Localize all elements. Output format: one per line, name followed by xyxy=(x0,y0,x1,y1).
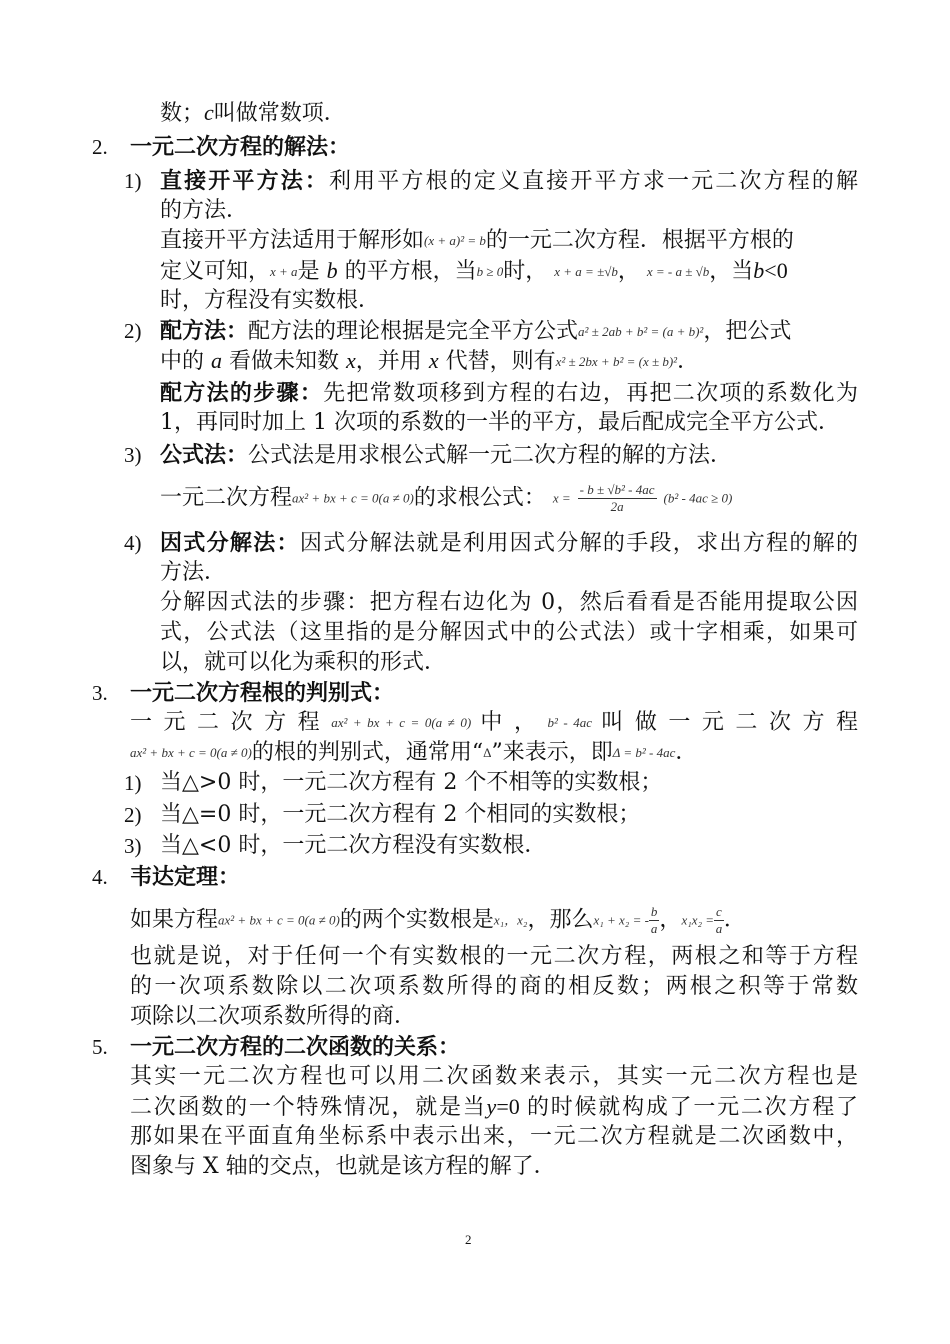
vieta-sum-fraction xyxy=(649,904,660,937)
formula: (x + a)² = b xyxy=(424,233,486,248)
variable: a xyxy=(211,348,223,373)
paragraph-line xyxy=(160,440,732,471)
text: <0 xyxy=(764,258,788,283)
paragraph-line: 方法． xyxy=(160,560,227,585)
text: =0 的时候就构成了一元二次方程了 xyxy=(496,1094,858,1119)
formula: x₁，x₂ xyxy=(493,912,528,928)
text: 配方法的理论根据是完全平方公式 xyxy=(248,319,579,344)
formula: x² ± 2bx + b² = (x ± b)² xyxy=(555,354,678,369)
list-number: 3) xyxy=(124,834,142,858)
paragraph-line: 当△>0 时，一元二次方程有 2 个不相等的实数根； xyxy=(160,770,663,795)
subheading: 直接开平方法： xyxy=(160,168,329,194)
fraction-numerator: c xyxy=(716,904,722,919)
paragraph-line: 当△=0 时，一元二次方程有 2 个相同的实数根； xyxy=(160,802,641,827)
fraction-denominator: a xyxy=(650,921,658,936)
text: 的平方根，当 xyxy=(344,259,477,284)
paragraph-line: 以，就可以化为乘积的形式． xyxy=(160,650,447,675)
vieta-product-fraction xyxy=(714,904,724,937)
text: 因式分解法就是利用因式分解的手段，求出方程的解的 xyxy=(299,531,858,556)
text: 直接开平方法适用于解形如 xyxy=(160,228,425,253)
text: 的一元二次方程．根据平方根的 xyxy=(485,228,794,253)
paragraph-line xyxy=(160,98,346,129)
text: 时， xyxy=(503,259,548,284)
list-number: 1) xyxy=(124,169,142,193)
text: 的求根公式： xyxy=(413,485,546,511)
text: ，当 xyxy=(709,259,754,284)
paragraph-line: 的方法． xyxy=(160,198,249,223)
text: 代替，则有 xyxy=(445,349,556,374)
section-number: 5. xyxy=(92,1035,108,1059)
variable: b xyxy=(753,258,765,283)
paragraph-line xyxy=(130,904,746,937)
paragraph-line: 其实一元二次方程也可以用二次函数来表示，其实一元二次方程也是 xyxy=(130,1064,858,1089)
list-number: 3) xyxy=(124,443,142,467)
text: 一 元 二 次 方 程 xyxy=(130,710,322,735)
formula: x₁ + x₂ = - xyxy=(593,912,649,928)
section-heading: 一元二次方程的二次函数的关系： xyxy=(130,1034,461,1060)
formula: a² ± 2ab + b² = (a + b)² xyxy=(578,324,704,339)
text: 一元二次方程 xyxy=(160,485,293,511)
formula: x + a = ±√b xyxy=(554,264,618,279)
formula: (b² - 4ac ≥ 0) xyxy=(663,490,733,506)
quadratic-formula-fraction xyxy=(578,482,657,515)
paragraph-line xyxy=(160,166,858,197)
section-number: 2. xyxy=(92,135,108,159)
text: 二次函数的一个特殊情况，就是当 xyxy=(130,1095,487,1120)
paragraph-line: 那如果在平面直角坐标系中表示出来，一元二次方程就是二次函数中， xyxy=(130,1124,858,1149)
paragraph-line xyxy=(130,738,697,768)
text: 叫做常数项． xyxy=(213,101,346,126)
text: ， xyxy=(617,259,640,284)
variable: x xyxy=(428,348,439,373)
formula: Δ xyxy=(483,745,492,760)
paragraph-line xyxy=(130,708,858,738)
paragraph-line: 也就是说，对于任何一个有实数根的一元二次方程，两根之和等于方程 xyxy=(130,944,858,969)
page-number: 2 xyxy=(465,1232,472,1247)
section-heading: 一元二次方程的解法： xyxy=(130,134,351,160)
variable: y xyxy=(486,1094,497,1119)
paragraph-line xyxy=(160,378,858,409)
section-number: 4. xyxy=(92,865,108,889)
section-heading: 一元二次方程根的判别式： xyxy=(130,680,395,706)
section-number: 3. xyxy=(92,681,108,705)
formula: ax² + bx + c = 0(a ≠ 0) xyxy=(331,715,472,730)
text: 叫 做 一 元 二 次 方 程 xyxy=(601,710,858,735)
paragraph-line: 时，方程没有实数根． xyxy=(160,288,381,313)
list-number: 1) xyxy=(124,771,142,795)
text: ． xyxy=(723,907,746,933)
text: 看做未知数 xyxy=(229,349,340,374)
text: 数； xyxy=(160,101,205,126)
subheading: 公式法： xyxy=(160,442,249,468)
paragraph-line xyxy=(130,1092,858,1123)
text: ，并用 xyxy=(355,349,422,374)
text: 定义可知， xyxy=(160,259,271,284)
paragraph-line xyxy=(160,528,858,559)
paragraph-line: 的一次项系数除以二次项系数所得的商的相反数；两根之积等于常数 xyxy=(130,974,858,999)
variable: x xyxy=(346,348,356,373)
formula: ax² + bx + c = 0(a ≠ 0) xyxy=(130,745,252,760)
fraction-denominator: 2a xyxy=(610,499,624,514)
text: 中 ， xyxy=(480,710,539,735)
text: 的两个实数根是 xyxy=(339,907,494,933)
text: ”来表示，即 xyxy=(491,740,613,765)
formula: ax² + bx + c = 0(a ≠ 0) xyxy=(292,490,414,506)
formula: x = - a ± √b xyxy=(646,264,710,279)
text: 公式法是用求根公式解一元二次方程的解的方法． xyxy=(248,443,733,468)
paragraph-line: 当△<0 时，一元二次方程没有实数根． xyxy=(160,833,547,858)
text: ． xyxy=(675,740,698,765)
formula: x = xyxy=(552,490,571,506)
formula: ax² + bx + c = 0(a ≠ 0) xyxy=(218,912,340,928)
paragraph-line: 式，公式法（这里指的是分解因式中的公式法）或十字相乘，如果可 xyxy=(160,620,858,645)
paragraph-line xyxy=(160,346,699,377)
variable: b xyxy=(326,258,338,283)
paragraph-line xyxy=(160,226,794,256)
formula: Δ = b² - 4ac xyxy=(612,745,676,760)
variable: c xyxy=(204,100,214,125)
section-heading: 韦达定理： xyxy=(130,864,241,890)
list-number: 2) xyxy=(124,803,142,827)
paragraph-line: 图象与 X 轴的交点，也就是该方程的解了． xyxy=(130,1154,556,1179)
paragraph-line: 1，再同时加上 1 次项的系数的一半的平方，最后配成完全平方公式． xyxy=(160,410,840,435)
text: 如果方程 xyxy=(130,907,219,933)
formula: x + a xyxy=(270,264,298,279)
text: 先把常数项移到方程的右边，再把二次项的系数化为 xyxy=(323,381,858,406)
list-number: 2) xyxy=(124,319,142,343)
paragraph-line: 分解因式法的步骤：把方程右边化为 0，然后看看是否能用提取公因 xyxy=(160,590,858,615)
text: 利用平方根的定义直接开平方求一元二次方程的解 xyxy=(329,169,858,194)
subheading: 配方法： xyxy=(160,318,249,344)
list-number: 4) xyxy=(124,531,142,555)
text: ， xyxy=(659,907,682,933)
fraction-denominator: a xyxy=(715,921,723,936)
text: ，那么 xyxy=(527,907,594,933)
paragraph-line xyxy=(160,482,732,515)
text: ． xyxy=(677,349,700,374)
paragraph-line xyxy=(160,316,791,347)
text: 中的 xyxy=(160,349,205,374)
text: 是 xyxy=(297,259,320,284)
text: 的根的判别式，通常用“ xyxy=(251,740,484,765)
text: ，把公式 xyxy=(703,319,792,344)
paragraph-line xyxy=(160,256,788,287)
formula: x₁x₂ = xyxy=(681,912,715,928)
subheading: 因式分解法： xyxy=(160,530,300,556)
paragraph-line: 项除以二次项系数所得的商． xyxy=(130,1004,417,1029)
fraction-numerator: - b ± √b² - 4ac xyxy=(579,482,655,497)
formula: b ≥ 0 xyxy=(476,264,504,279)
fraction-numerator: b xyxy=(650,904,658,919)
subheading: 配方法的步骤： xyxy=(160,380,324,406)
formula: b² - 4ac xyxy=(547,715,593,730)
